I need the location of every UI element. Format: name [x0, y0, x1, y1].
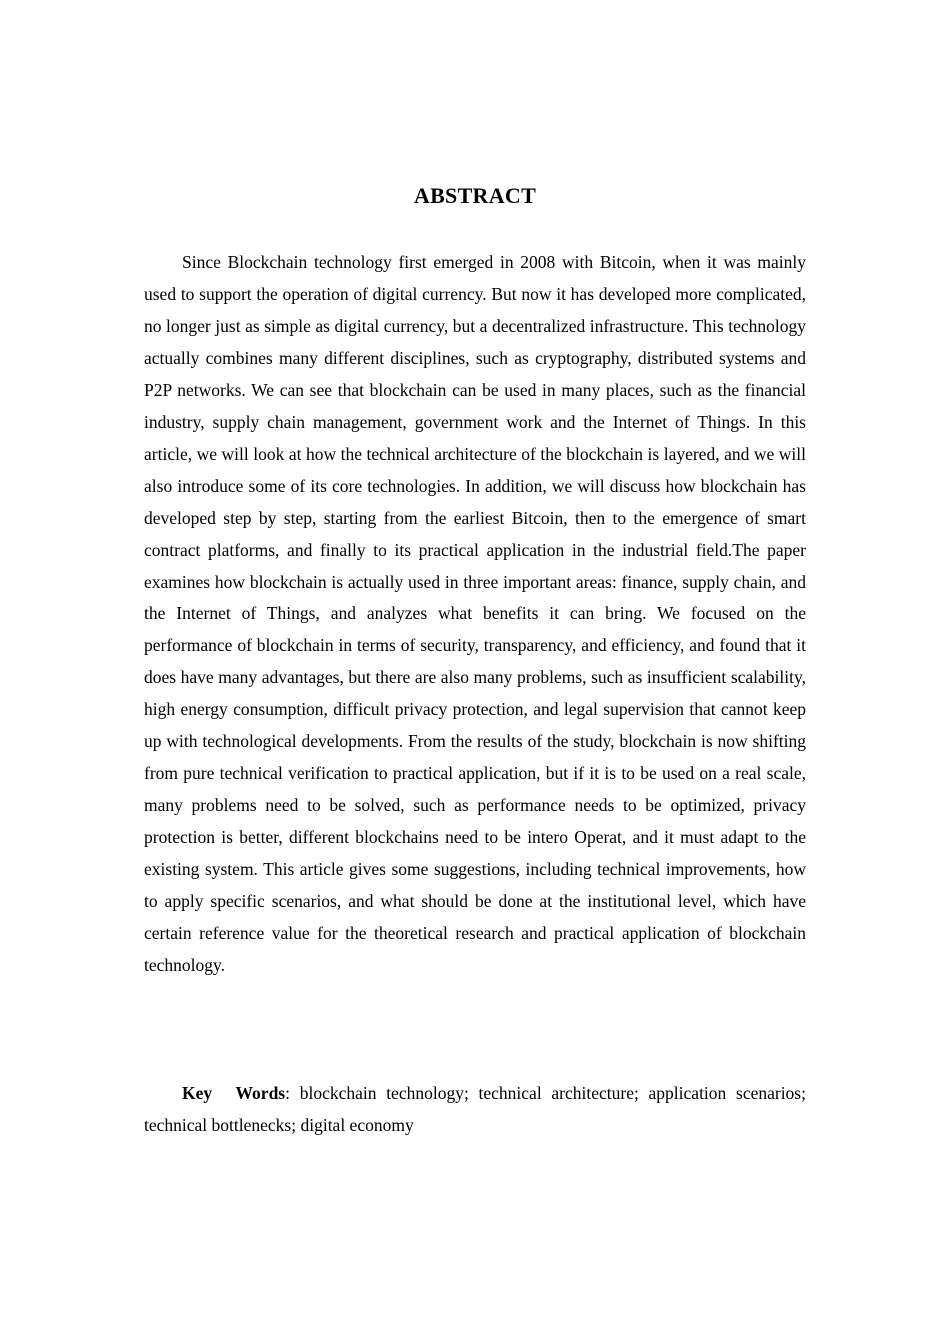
- keywords-label: Key Words: [182, 1083, 286, 1103]
- keywords-text: blockchain technology; technical architecture; application scenarios; technical bottlenecks; digital economy: [144, 1083, 806, 1135]
- keywords-separator: :: [285, 1083, 300, 1103]
- abstract-body: Since Blockchain technology first emerged in 2008 with Bitcoin, when it was mainly used to support the operation of digital currency. But now it has developed more complicated, no longer just as simple as digital currency, but a decentralized infrastructure. This technology actually combines many different disciplines, such as cryptography, distributed systems and P2P networks. We can see that blockchain can be used in many places, such as the financial industry, supply chain management, government work and the Internet of Things. In this article, we will look at how the technical architecture of the blockchain is layered, and we will also introduce some of its core technologies. In addition, we will discuss how blockchain has developed step by step, starting from the earliest Bitcoin, then to the emergence of smart contract platforms, and finally to its practical application in the industrial field.The paper examines how blockchain is actually used in three important areas: finance, supply chain, and the Internet of Things, and analyzes what benefits it can bring. We focused on the performance of blockchain in terms of security, transparency, and efficiency, and found that it does have many advantages, but there are also many problems, such as insufficient scalability, high energy consumption, difficult privacy protection, and legal supervision that cannot keep up with technological developments. From the results of the study, blockchain is now shifting from pure technical verification to practical application, but if it is to be used on a real scale, many problems need to be solved, such as performance needs to be optimized, privacy protection is better, different blockchains need to be intero Operat, and it must adapt to the existing system. This article gives some suggestions, including technical improvements, how to apply specific scenarios, and what should be done at the institutional level, which have certain reference value for the theoretical research and practical application of blockchain technology.: [144, 252, 806, 975]
- abstract-title: ABSTRACT: [413, 183, 537, 208]
- keywords-paragraph: [144, 1078, 806, 1142]
